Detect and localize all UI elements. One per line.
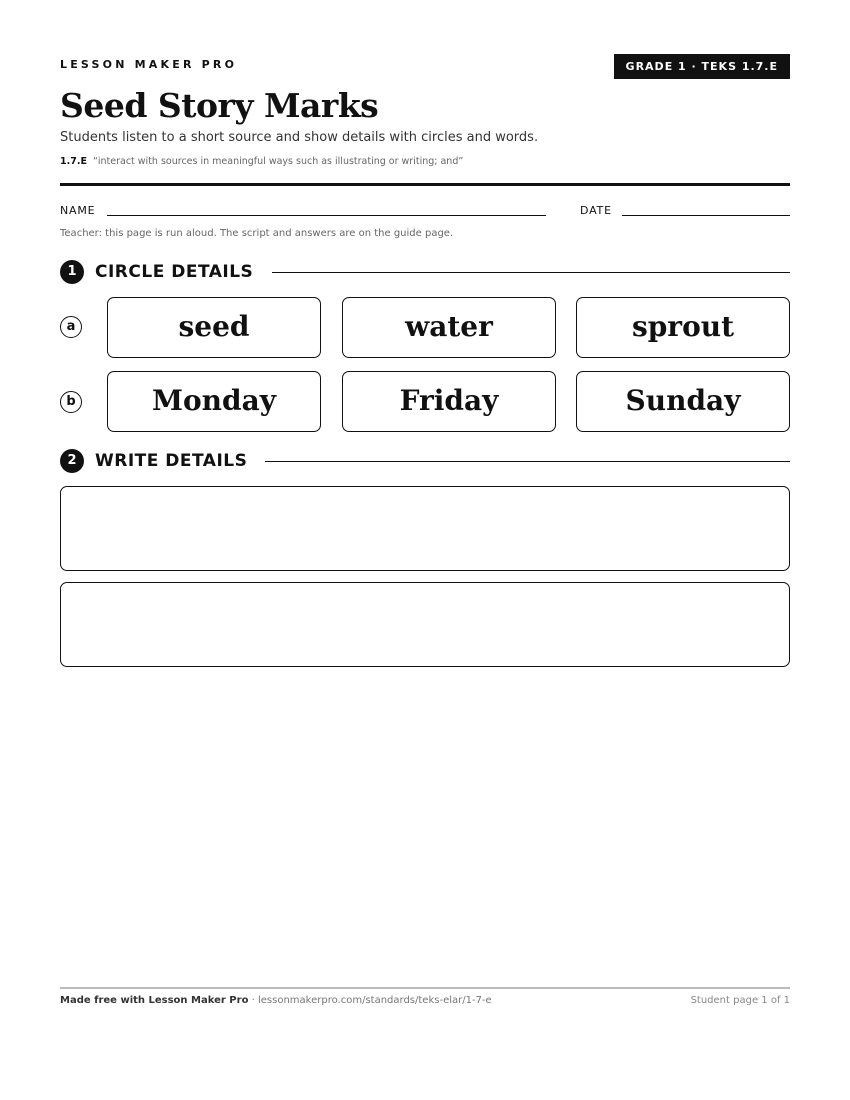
name-label: NAME: [60, 204, 96, 217]
word-choice-water[interactable]: water: [342, 297, 556, 358]
standard-line: [60, 156, 463, 167]
footer-page-number: Student page 1 of 1: [690, 995, 790, 1006]
grade-badge: GRADE 1 · TEKS 1.7.E: [614, 54, 790, 79]
write-box-1[interactable]: [60, 486, 790, 571]
section-circle-details: [60, 259, 790, 285]
date-field[interactable]: [622, 215, 790, 216]
header-divider: [60, 183, 790, 186]
section-title: WRITE DETAILS: [95, 448, 257, 474]
standard-code: 1.7.E: [60, 156, 87, 167]
section-write-details: [60, 448, 790, 474]
date-label: DATE: [580, 204, 612, 217]
section-rule: [265, 461, 790, 462]
footer-separator: ·: [248, 995, 258, 1006]
footer-made-with: Made free with Lesson Maker Pro: [60, 995, 249, 1006]
footer-credit: [60, 995, 492, 1006]
word-choice-friday[interactable]: Friday: [342, 371, 556, 432]
brand-name: LESSON MAKER PRO: [60, 58, 238, 71]
write-box-2[interactable]: [60, 582, 790, 667]
standard-text: “interact with sources in meaningful ways such as illustrating or writing; and”: [92, 156, 464, 167]
word-choice-seed[interactable]: seed: [107, 297, 321, 358]
row-letter-b: b: [60, 391, 82, 413]
worksheet-page: [60, 0, 790, 1100]
section-number: 2: [60, 449, 84, 473]
page-title: Seed Story Marks: [60, 86, 379, 125]
word-choice-sunday[interactable]: Sunday: [576, 371, 790, 432]
footer-divider: [60, 987, 790, 989]
word-choice-monday[interactable]: Monday: [107, 371, 321, 432]
section-rule: [272, 272, 790, 273]
name-field[interactable]: [107, 215, 546, 216]
footer-url[interactable]: lessonmakerpro.com/standards/teks-elar/1-7-e: [257, 995, 492, 1006]
word-choice-sprout[interactable]: sprout: [576, 297, 790, 358]
section-title: CIRCLE DETAILS: [95, 259, 263, 285]
teacher-note: Teacher: this page is run aloud. The script and answers are on the guide page.: [60, 228, 454, 239]
page-subtitle: Students listen to a short source and show details with circles and words.: [60, 130, 539, 145]
section-number: 1: [60, 260, 84, 284]
row-letter-a: a: [60, 316, 82, 338]
